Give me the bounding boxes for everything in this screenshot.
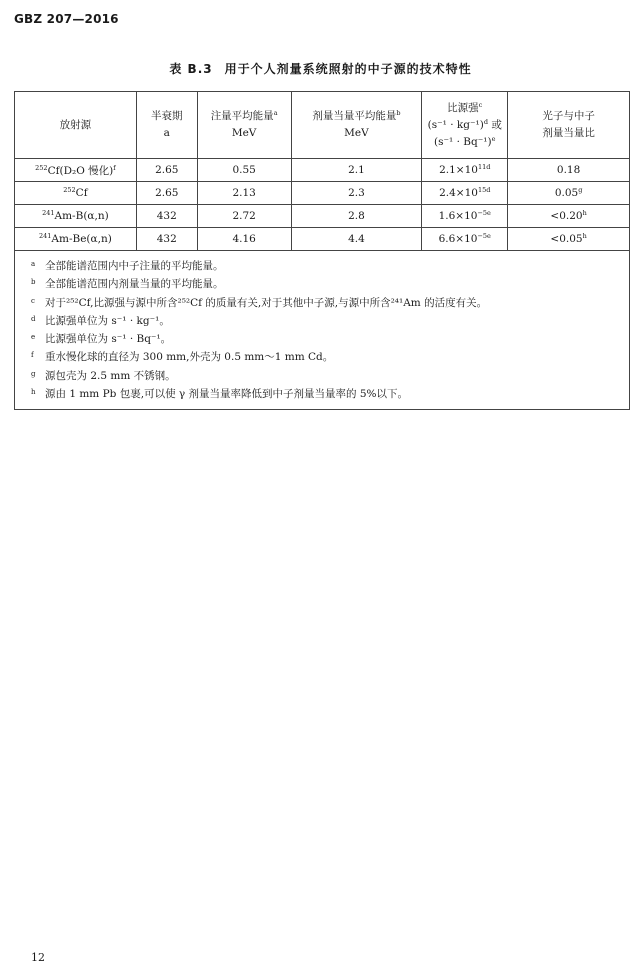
table-caption (0, 60, 641, 77)
cell-specific-strength: $2.4\times 10^{15d}$ (422, 182, 508, 205)
cell-half-life: 432 (136, 205, 197, 228)
cell-source: $^{252}$Cf (15, 182, 137, 205)
header-specific-strength: 比源强$^c$ $(s^{-1} \cdot kg^{-1})^d$ 或 $(s^{-1} \cdot Bq^{-1})^e$ (422, 92, 508, 159)
table-note: e 比源强单位为 s⁻¹ · Bq⁻¹。 (31, 333, 172, 346)
cell-half-life: 2.65 (136, 159, 197, 182)
table-row (15, 228, 630, 251)
table-note: c 对于²⁵²Cf,比源强与源中所含²⁵²Cf 的质量有关,对于其他中子源,与源中所含²⁴¹Am 的活度有关。 (31, 296, 488, 309)
header-fluence-energy: 注量平均能量$^a$ MeV (197, 92, 291, 159)
cell-source: $^{241}$Am-Be(α,n) (15, 228, 137, 251)
table-row (15, 205, 630, 228)
header-source: 放射源 (15, 92, 137, 159)
cell-dose-energy: 4.4 (291, 228, 422, 251)
cell-source: $^{241}$Am-B(α,n) (15, 205, 137, 228)
neutron-source-table (14, 91, 630, 410)
cell-dose-energy: 2.8 (291, 205, 422, 228)
header-dose-energy: 剂量当量平均能量$^b$ MeV (291, 92, 422, 159)
table-note: h 源由 1 mm Pb 包裹,可以使 γ 剂量当量率降低到中子剂量当量率的 5%以下。 (31, 388, 409, 401)
table-title: 用于个人剂量系统照射的中子源的技术特性 (224, 62, 472, 76)
cell-ratio: 0.18 (508, 159, 630, 182)
cell-dose-energy: 2.3 (291, 182, 422, 205)
table-notes (15, 251, 630, 410)
table-header-row (15, 92, 630, 159)
cell-half-life: 432 (136, 228, 197, 251)
table-row (15, 182, 630, 205)
cell-source: $^{252}$Cf(D₂O 慢化)$^f$ (15, 159, 137, 182)
cell-specific-strength: $2.1\times 10^{11d}$ (422, 159, 508, 182)
cell-ratio: 0.05$^g$ (508, 182, 630, 205)
table-note: d 比源强单位为 s⁻¹ · kg⁻¹。 (31, 314, 170, 327)
cell-specific-strength: $1.6\times 10^{-5e}$ (422, 205, 508, 228)
table-row (15, 159, 630, 182)
table-note: f 重水慢化球的直径为 300 mm,外壳为 0.5 mm～1 mm Cd。 (31, 351, 334, 364)
cell-fluence-energy: 2.13 (197, 182, 291, 205)
cell-ratio: <0.05$^h$ (508, 228, 630, 251)
cell-fluence-energy: 4.16 (197, 228, 291, 251)
header-half-life: 半衰期 a (136, 92, 197, 159)
cell-fluence-energy: 0.55 (197, 159, 291, 182)
table-note: a 全部能谱范围内中子注量的平均能量。 (31, 260, 224, 272)
page-number: 12 (31, 951, 45, 964)
cell-dose-energy: 2.1 (291, 159, 422, 182)
cell-ratio: <0.20$^h$ (508, 205, 630, 228)
header-photon-neutron-ratio: 光子与中子 剂量当量比 (508, 92, 630, 159)
table-number: 表 B.3 (169, 62, 213, 76)
table-note: b 全部能谱范围内剂量当量的平均能量。 (31, 278, 224, 291)
cell-fluence-energy: 2.72 (197, 205, 291, 228)
standard-code: GBZ 207—2016 (14, 12, 119, 26)
table-note: g 源包壳为 2.5 mm 不锈钢。 (31, 369, 176, 382)
cell-half-life: 2.65 (136, 182, 197, 205)
cell-specific-strength: $6.6\times 10^{-5e}$ (422, 228, 508, 251)
table-notes-row (15, 251, 630, 410)
